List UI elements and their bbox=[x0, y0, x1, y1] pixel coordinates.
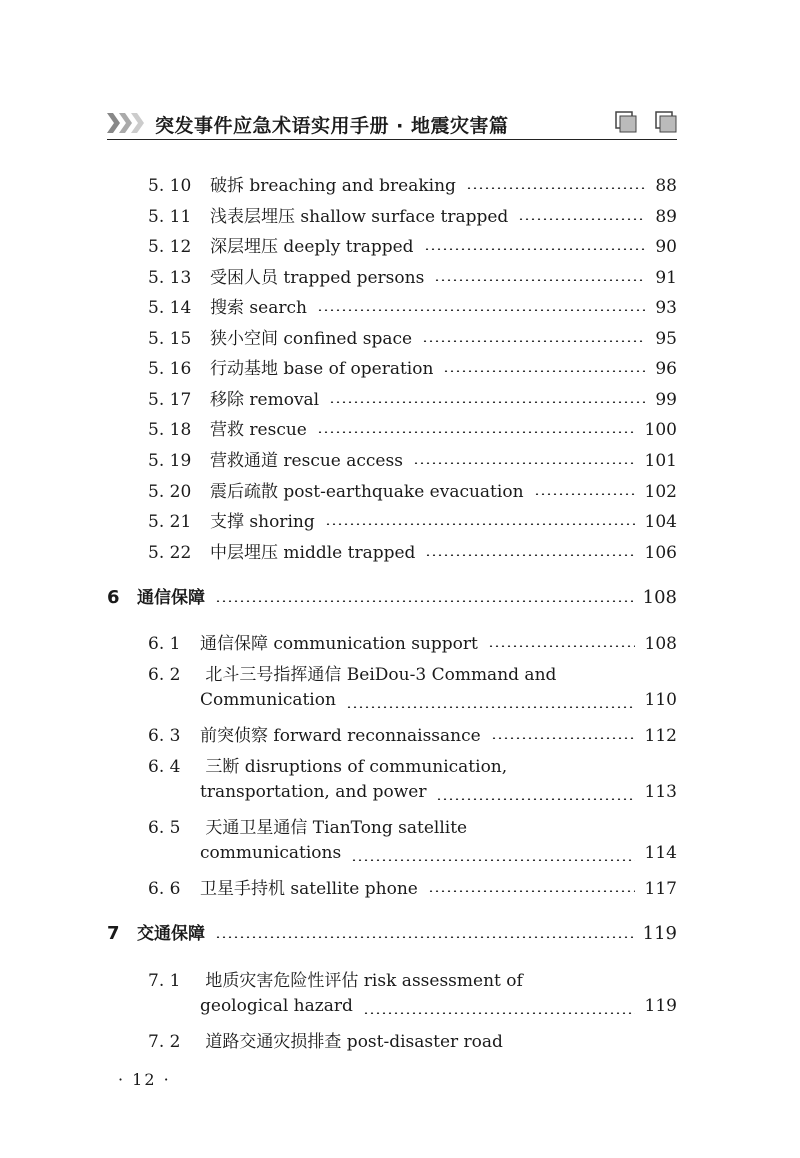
entry-page: 114 bbox=[644, 843, 677, 863]
running-header bbox=[107, 105, 677, 145]
dot-leader bbox=[215, 600, 633, 602]
toc-entry[interactable] bbox=[148, 629, 677, 655]
entry-page: 110 bbox=[644, 690, 677, 710]
dot-leader bbox=[317, 431, 635, 433]
entry-title: 营救 rescue bbox=[210, 420, 307, 440]
entry-page: 112 bbox=[644, 726, 677, 746]
entry-title: 受困人员 trapped persons bbox=[210, 268, 425, 288]
section-heading-6[interactable] bbox=[107, 583, 677, 611]
header-rule bbox=[107, 139, 677, 140]
dot-leader bbox=[422, 340, 645, 342]
dot-leader bbox=[434, 279, 645, 281]
entry-page: 101 bbox=[644, 451, 677, 471]
toc-entry-line1[interactable] bbox=[148, 966, 523, 992]
dot-leader bbox=[443, 370, 645, 372]
entry-title-cont: geological hazard bbox=[200, 996, 353, 1016]
dot-leader bbox=[466, 187, 645, 189]
entry-title: 地质灾害危险性评估 risk assessment of bbox=[205, 971, 523, 991]
entry-title: 中层埋压 middle trapped bbox=[210, 543, 416, 563]
toc-entry-line1[interactable] bbox=[148, 1027, 503, 1053]
entry-page: 106 bbox=[644, 543, 677, 563]
entry-page: 102 bbox=[644, 482, 677, 502]
entry-page: 99 bbox=[655, 390, 677, 410]
chevrons-icon bbox=[107, 111, 147, 135]
toc-entry[interactable] bbox=[148, 507, 677, 533]
entry-title: 通信保障 communication support bbox=[200, 634, 478, 654]
entry-number: 5. 17 bbox=[148, 390, 192, 410]
entry-number: 5. 12 bbox=[148, 237, 192, 257]
section-page: 119 bbox=[642, 923, 677, 944]
toc-entry-line1[interactable] bbox=[148, 660, 556, 686]
toc-entry[interactable] bbox=[148, 721, 677, 747]
entry-number: 5. 14 bbox=[148, 298, 192, 318]
entry-title: 狭小空间 confined space bbox=[210, 329, 413, 349]
entry-page: 119 bbox=[644, 996, 677, 1016]
toc-entry-line2[interactable] bbox=[200, 690, 677, 716]
entry-number: 5. 10 bbox=[148, 176, 192, 196]
dot-leader bbox=[491, 737, 635, 739]
entry-number: 5. 21 bbox=[148, 512, 192, 532]
entry-page: 113 bbox=[644, 782, 677, 802]
dot-leader bbox=[518, 218, 645, 220]
entry-page: 100 bbox=[644, 420, 677, 440]
entry-title: 搜索 search bbox=[210, 298, 307, 318]
toc-entry[interactable] bbox=[148, 477, 677, 503]
entry-title: 震后疏散 post-earthquake evacuation bbox=[210, 482, 524, 502]
entry-page: 95 bbox=[655, 329, 677, 349]
toc-entry[interactable] bbox=[148, 874, 677, 900]
section-number: 6 bbox=[107, 587, 120, 608]
entry-title-cont: transportation, and power bbox=[200, 782, 427, 802]
entry-title-cont: communications bbox=[200, 843, 342, 863]
entry-number: 5. 20 bbox=[148, 482, 192, 502]
dot-leader bbox=[425, 554, 634, 556]
dot-leader bbox=[363, 1012, 635, 1014]
toc-entry-line2[interactable] bbox=[200, 843, 677, 869]
entry-title: 浅表层埋压 shallow surface trapped bbox=[210, 207, 509, 227]
entry-page: 108 bbox=[644, 634, 677, 654]
dot-leader bbox=[346, 706, 635, 708]
toc-entry[interactable] bbox=[148, 415, 677, 441]
entry-number: 5. 16 bbox=[148, 359, 192, 379]
entry-number: 6. 3 bbox=[148, 726, 181, 746]
entry-title: 行动基地 base of operation bbox=[210, 359, 434, 379]
entry-number: 7. 1 bbox=[148, 971, 181, 991]
entry-number: 5. 18 bbox=[148, 420, 192, 440]
entry-title: 破拆 breaching and breaking bbox=[210, 176, 456, 196]
entry-page: 117 bbox=[644, 879, 677, 899]
toc-entry[interactable] bbox=[148, 263, 677, 289]
section-title: 交通保障 bbox=[137, 924, 205, 944]
entry-page: 89 bbox=[655, 207, 677, 227]
entry-page: 96 bbox=[655, 359, 677, 379]
dot-leader bbox=[413, 462, 635, 464]
toc-entry[interactable] bbox=[148, 171, 677, 197]
toc-entry[interactable] bbox=[148, 293, 677, 319]
entry-title: 道路交通灾损排查 post-disaster road bbox=[205, 1032, 503, 1052]
square-ornament-icon bbox=[615, 111, 637, 133]
dot-leader bbox=[215, 936, 633, 938]
square-ornament-icon bbox=[655, 111, 677, 133]
toc-entry[interactable] bbox=[148, 354, 677, 380]
toc-entry[interactable] bbox=[148, 385, 677, 411]
dot-leader bbox=[436, 798, 634, 800]
section-heading-7[interactable] bbox=[107, 919, 677, 947]
dot-leader bbox=[329, 401, 645, 403]
section-title: 通信保障 bbox=[137, 588, 205, 608]
entry-page: 104 bbox=[644, 512, 677, 532]
toc-entry[interactable] bbox=[148, 446, 677, 472]
toc-entry[interactable] bbox=[148, 324, 677, 350]
toc-entry-line2[interactable] bbox=[200, 996, 677, 1022]
entry-number: 6. 5 bbox=[148, 818, 181, 838]
entry-number: 6. 1 bbox=[148, 634, 181, 654]
dot-leader bbox=[424, 248, 646, 250]
toc-entry[interactable] bbox=[148, 202, 677, 228]
entry-page: 93 bbox=[655, 298, 677, 318]
dot-leader bbox=[351, 859, 634, 861]
dot-leader bbox=[317, 309, 645, 311]
dot-leader bbox=[325, 523, 635, 525]
entry-title: 深层埋压 deeply trapped bbox=[210, 237, 414, 257]
toc-entry[interactable] bbox=[148, 538, 677, 564]
entry-number: 6. 6 bbox=[148, 879, 181, 899]
entry-title: 前突侦察 forward reconnaissance bbox=[200, 726, 481, 746]
header-title: 突发事件应急术语实用手册 · 地震灾害篇 bbox=[155, 115, 509, 137]
dot-leader bbox=[428, 890, 635, 892]
entry-number: 5. 11 bbox=[148, 207, 192, 227]
entry-number: 6. 4 bbox=[148, 757, 181, 777]
entry-number: 5. 15 bbox=[148, 329, 192, 349]
entry-title: 三断 disruptions of communication, bbox=[205, 757, 508, 777]
toc-entry[interactable] bbox=[148, 232, 677, 258]
entry-title: 移除 removal bbox=[210, 390, 320, 410]
entry-title: 天通卫星通信 TianTong satellite bbox=[205, 818, 468, 838]
toc-entry-line1[interactable] bbox=[148, 813, 467, 839]
entry-number: 5. 13 bbox=[148, 268, 192, 288]
entry-title: 支撑 shoring bbox=[210, 512, 315, 532]
section-page: 108 bbox=[642, 587, 677, 608]
entry-title: 北斗三号指挥通信 BeiDou-3 Command and bbox=[205, 665, 557, 685]
entry-number: 5. 19 bbox=[148, 451, 192, 471]
entry-title: 营救通道 rescue access bbox=[210, 451, 403, 471]
entry-title-cont: Communication bbox=[200, 690, 336, 710]
entry-title: 卫星手持机 satellite phone bbox=[200, 879, 418, 899]
entry-number: 7. 2 bbox=[148, 1032, 181, 1052]
dot-leader bbox=[488, 645, 635, 647]
entry-page: 88 bbox=[655, 176, 677, 196]
page-number: · 12 · bbox=[118, 1070, 171, 1089]
entry-page: 91 bbox=[655, 268, 677, 288]
entry-page: 90 bbox=[655, 237, 677, 257]
section-number: 7 bbox=[107, 923, 120, 944]
entry-number: 5. 22 bbox=[148, 543, 192, 563]
dot-leader bbox=[534, 493, 635, 495]
toc-entry-line2[interactable] bbox=[200, 782, 677, 808]
entry-number: 6. 2 bbox=[148, 665, 181, 685]
toc-entry-line1[interactable] bbox=[148, 752, 507, 778]
